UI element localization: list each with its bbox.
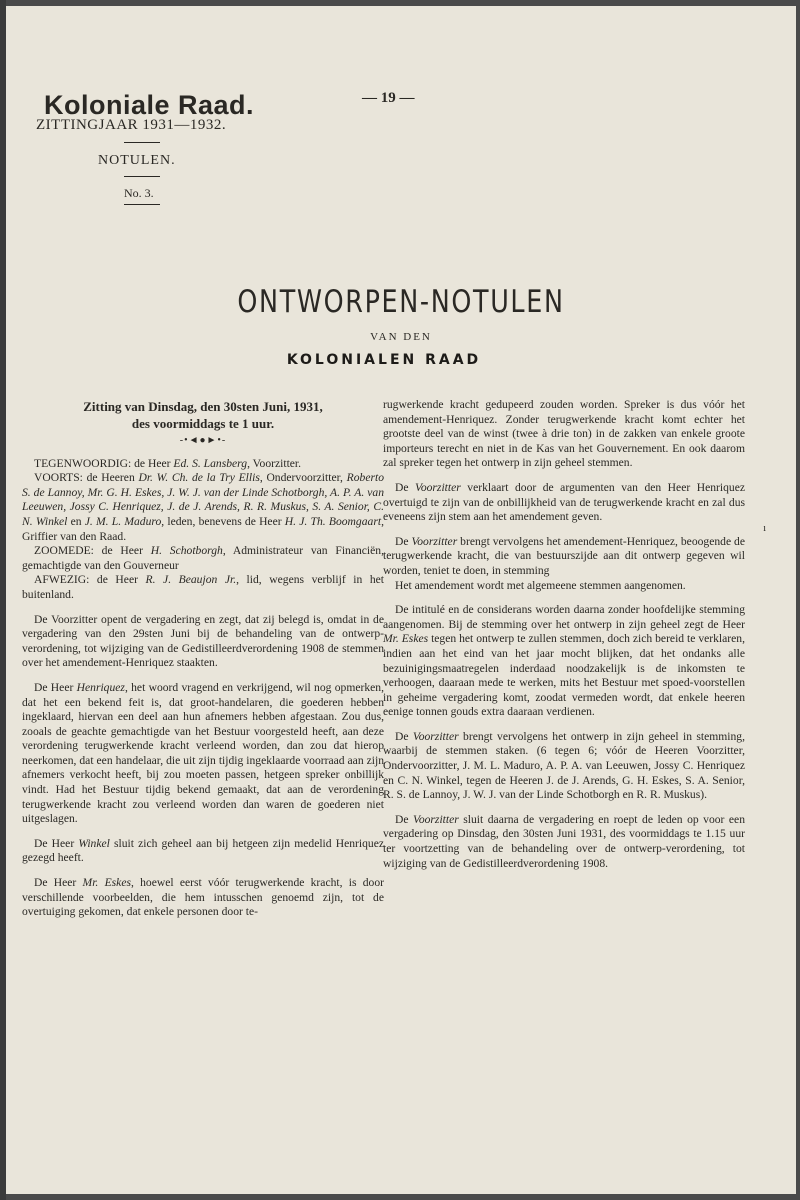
paragraph-final-vote: De Voorzitter brengt vervolgens het ontwerp in zijn geheel in stemming, waarbij de stemmen staken. (6 tegen 6; vóór de Heeren Voorzitter, Ondervoorzitter, J. M. L. Maduro, A. P. A. van Leeuwen, Jossy C. Henriquez en C. N. Winkel, tegen de Heeren J. de J. Arends, G. H. Eskes, S. A. Senior, R. S. de Lannoy, J. W. J. van der Linde Schotborgh en R. R. Muskus). bbox=[383, 729, 746, 802]
paragraph-chair-agrees: De Voorzitter verklaart door de argumenten van den Heer Henriquez overtuigd te zijn van de onbillijkheid van de terugwerkende kracht en zal dus eveneens zijn stem aan het amendement geven. bbox=[383, 480, 745, 524]
divider bbox=[124, 204, 160, 205]
paragraph-winkel: De Heer Winkel sluit zich geheel aan bij hetgeen zijn medelid Henriquez gezegd heeft. bbox=[22, 836, 384, 865]
paragraph-present: TEGENWOORDIG: de Heer Ed. S. Lansberg, Voorzitter. bbox=[34, 456, 302, 470]
council-title: Koloniale Raad. bbox=[44, 90, 255, 120]
document-page bbox=[6, 6, 796, 1194]
paragraph-continuation: rugwerkende kracht gedupeerd zouden worden. Spreker is dus vóór het amendement-Henriquez. Zonder terugwerkende kracht komt echter het grootste deel van de winst (twee à drie ton) in de zakken van enkele groote importeurs terecht en niet in de Kas van het Gouvernement. En ook daarom zal spreker tegen het ontwerp in zijn geheel stemmen. bbox=[383, 398, 745, 470]
page-number: — 19 — bbox=[362, 90, 415, 106]
session-heading-line2: des voormiddags te 1 uur. bbox=[131, 416, 275, 431]
divider bbox=[124, 142, 160, 143]
paragraph-further: VOORTS: de Heeren Dr. W. Ch. de la Try Ellis, Ondervoorzitter, Roberto S. de Lannoy, Mr. G. H. Eskes, J. W. J. van der Linde Schotborgh, A. P. A. van Leeuwen, Jossy C. Henriquez, J. de J. Arends, R. R. Muskus, S. A. Senior, C. N. Winkel en J. M. L. Maduro, leden, benevens de Heer H. J. Th. Boomgaart, Griffier van den Raad. bbox=[22, 471, 384, 543]
paragraph-amendment-adopted: Het amendement wordt met algemeene stemmen aangenomen. bbox=[395, 578, 686, 592]
paragraph-closing: De Voorzitter sluit daarna de vergadering en roept de leden op voor een vergadering op Dinsdag, den 30sten Juni 1931, des voormiddags te 1.15 uur ter voortzetting van de behandeling over de ontwerp-verordening, tot wijziging van de Gedistilleerdverordening 1908. bbox=[383, 812, 746, 870]
session-year: ZITTINGJAAR 1931—1932. bbox=[36, 117, 227, 133]
issue-number: No. 3. bbox=[124, 186, 154, 200]
banner-title: ONTWORPEN-NOTULEN bbox=[237, 284, 565, 320]
banner-van-den: VAN DEN bbox=[370, 331, 432, 343]
ornament: -•◄●►•- bbox=[179, 435, 227, 446]
margin-mark: ı bbox=[763, 523, 766, 534]
left-column bbox=[6, 398, 384, 920]
paragraph-eskes: De Heer Mr. Eskes, hoewel eerst vóór terugwerkende kracht, is door verschillende voorbeelden, die hem intusschen genoemd zijn, tot de overtuiging gekomen, dat enkele personen door te- bbox=[22, 876, 384, 919]
paragraph-henriquez: De Heer Henriquez, het woord vragend en verkrijgend, wil nog opmerken, dat het een bekend feit is, dat groot-handelaren, die goederen hebben ingeklaard, hiervan een deel aan hun afnemers hebben afgestaan. Zou dus, zooals de geachte gemachtigde van het Bestuur voorgesteld heeft, aan deze verordening terugwerkende kracht verleend worden, dan zou dat hierop neerkomen, dat een handelaar, die uit zijn tijdig ingeklaarde voorraad aan zijn afnemers verkocht heeft, bij zou moeten passen, hetgeen spreker onbillijk vindt. Had het Bestuur tijdig bekend gemaakt, dat aan de verordening terugwerkende kracht zou verleend worden dan waren de goederen niet uitgeslagen. bbox=[22, 680, 384, 826]
section-label: NOTULEN. bbox=[98, 153, 176, 168]
session-heading bbox=[22, 398, 384, 432]
paragraph-absent: AFWEZIG: de Heer R. J. Beaujon Jr., lid, wegens verblijf in het buitenland. bbox=[22, 573, 384, 601]
session-heading-line1: Zitting van Dinsdag, den 30sten Juni, 1931, bbox=[83, 399, 323, 414]
right-column bbox=[383, 398, 745, 871]
divider bbox=[124, 176, 160, 177]
paragraph-intitule: De intitulé en de considerans worden daarna zonder hoofdelijke stemming aangenomen. Bij de stemming over het ontwerp in zijn geheel zegt de Heer Mr. Eskes tegen het ontwerp te zullen stemmen, doch zich bereid te verklaren, indien aan het eind van het jaar mocht blijken, dat het ondanks alle bezuinigingsmaatregelen inderdaad noodzakelijk is de inkomsten te verhoogen, daaraan mede te werken, mits het Bestuur met spoed-voorstellen in geheime vergadering komt, zoodat vermeden wordt, dat enkele heeren eenige tonnen gouds extra daaraan verdienen. bbox=[383, 603, 745, 719]
paragraph-amendment-vote: De Voorzitter brengt vervolgens het amendement-Henriquez, beoogende de terugwerkende kracht, die van bestuurszijde aan dit ontwerp gegeven wil worden, teniet te doen, in stemming bbox=[383, 534, 745, 577]
paragraph-also: ZOOMEDE: de Heer H. Schotborgh, Administrateur van Financiën, gemachtigde van den Gouverneur bbox=[22, 544, 384, 572]
paragraph-opening: De Voorzitter opent de vergadering en zegt, dat zij belegd is, omdat in de vergadering van den 29sten Juni bij de behandeling van de ontwerp-verordening, tot wijziging van de Gedistilleerdverordening 1908 de stemmen over het amendement-Henriquez staakten. bbox=[22, 612, 384, 670]
decorative-council-name bbox=[146, 352, 622, 368]
decorative-title-text: KOLONIALEN RAAD bbox=[286, 352, 482, 368]
